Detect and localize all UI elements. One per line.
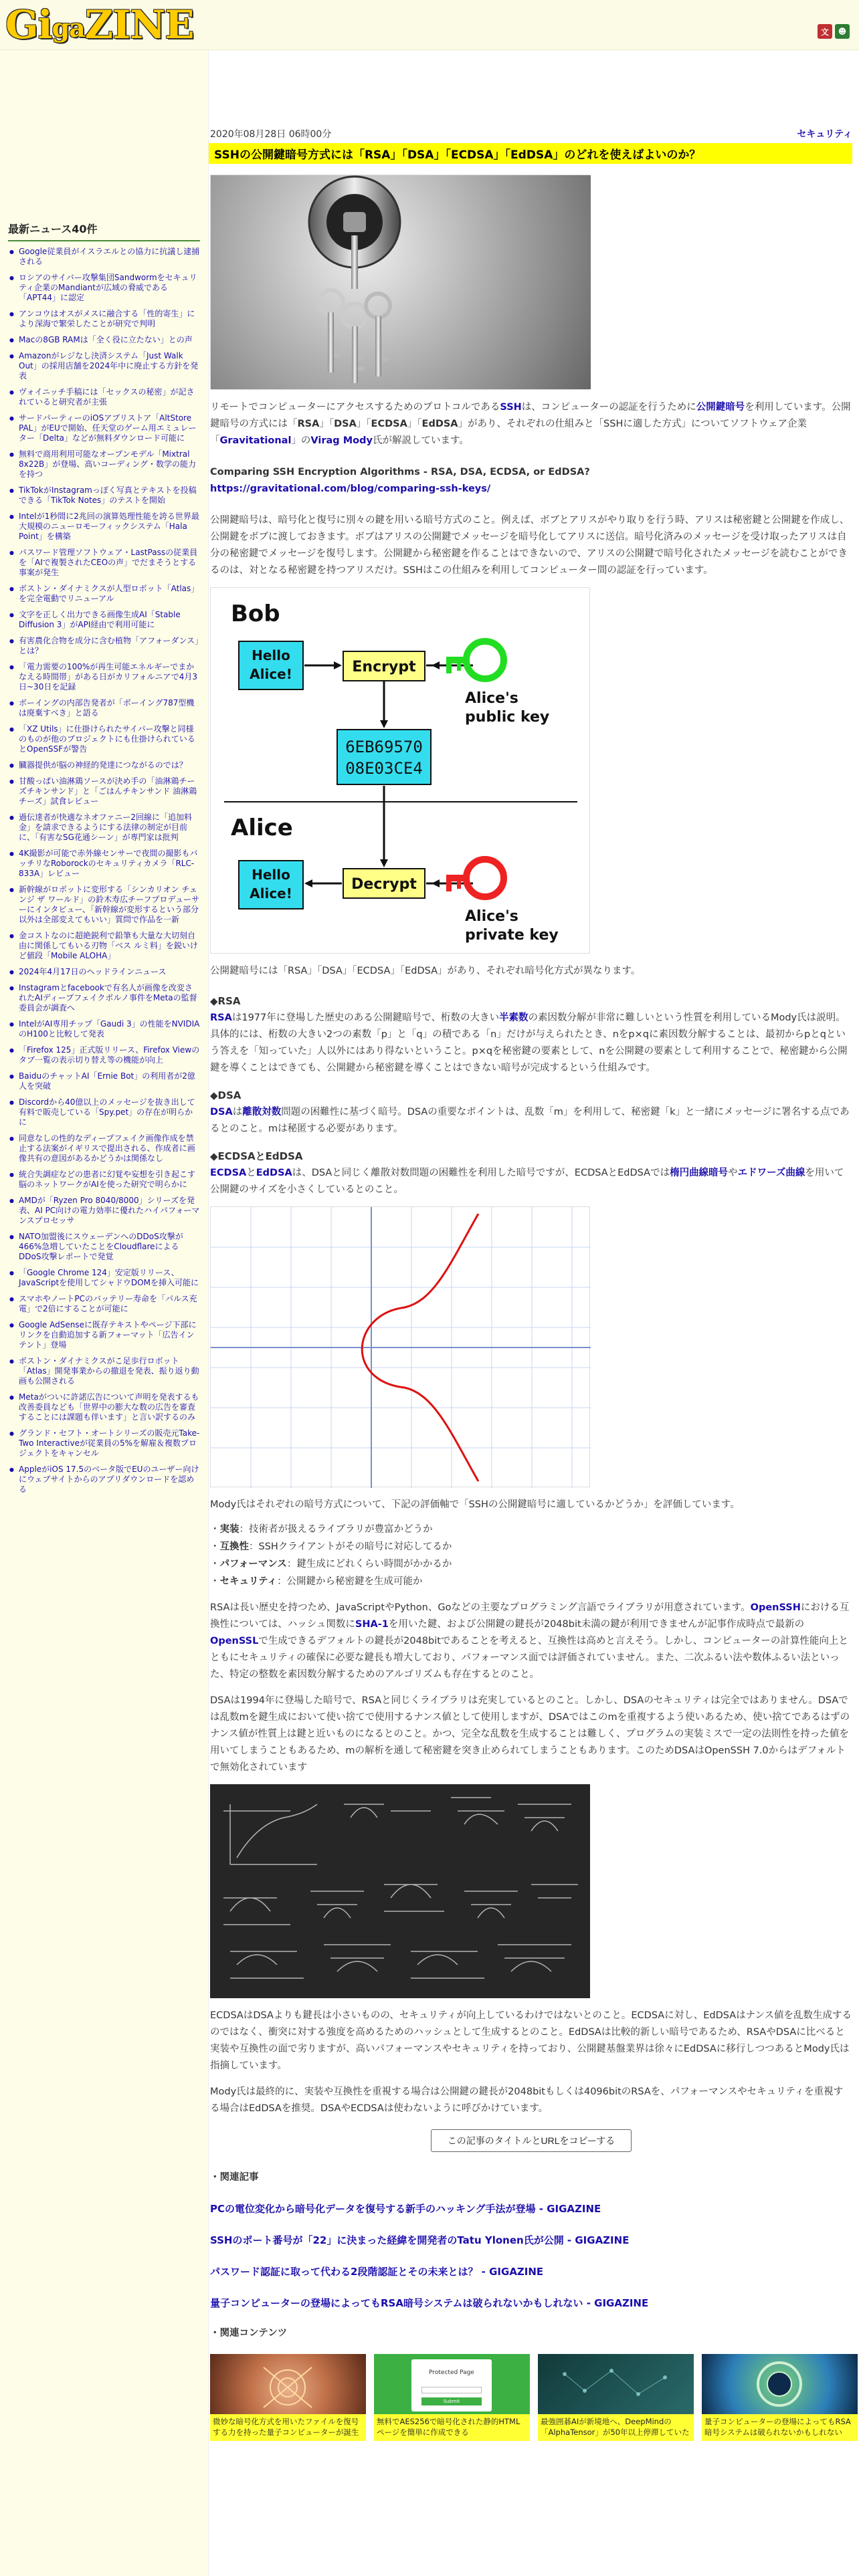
criteria-item: ・実装：技術者が扱えるライブラリが豊富かどうか (210, 1524, 433, 1535)
svg-text:Alice's: Alice's (465, 908, 518, 925)
eddsa-link[interactable]: EdDSA (256, 1168, 292, 1178)
news-item[interactable]: ● Metaがついに許諾広告について声明を発表するも改善委員なども「世界中の膨大な数の広告を審査することには課題も伴います」と言い訳するのみ (8, 1392, 200, 1422)
site-header (0, 0, 859, 50)
protected-submit-button: Submit (421, 2397, 482, 2405)
diagram-bob-label: Bob (231, 601, 280, 627)
news-item[interactable]: ● AppleがiOS 17.5のベータ版でEUのユーザー向けにウェブサイトからのアプリダウンロードを認める (8, 1465, 200, 1495)
article-date: 2020年08月28日 06時00分 (210, 129, 332, 140)
criteria-item: ・セキュリティ：公開鍵から秘密鍵を生成可能か (210, 1576, 423, 1587)
source-url-link[interactable]: https://gravitational.com/blog/comparing-ssh-keys/ (210, 484, 491, 494)
latest-news-list (8, 247, 200, 1495)
article-title: SSHの公開鍵暗号方式には「RSA」「DSA」「ECDSA」「EdDSA」のどれを使えばよいのか？ (209, 143, 852, 164)
dsa-eval-paragraph: DSAは1994年に登場した暗号で、RSAと同じくライブラリは充実しているとのこと。しかし、DSAのセキュリティは完全ではありません。DSAでは乱数mを鍵生成において使い捨てで使用するナンス値として使用しますが、DSAではこのmを重複するよう使いあるため、使い捨てであるはずのナンス値が性質上は鍵と近いものになるとのこと。かつ、完全な乱数を生成することは難しく、プログラムの実装ミスで一定の法則性を持った値を用いてしまうこともあるため、mの解析を通して秘密鍵を突き止められてしまうこともあります。このためDSAはOpenSSH 7.0からはデフォルトで無効化されています (210, 1695, 850, 1773)
eval-paragraph: Mody氏はそれぞれの暗号方式について、下記の評価軸で「SSHの公開鍵暗号に適しているかどうか」を評価しています。 (210, 1499, 740, 1510)
semiprime-link[interactable]: 半素数 (498, 1012, 529, 1023)
news-item[interactable]: ● サードパーティーのiOSアプリストア「AltStore PAL」がEUで開始、任天堂のゲーム用エミュレーター「Delta」などが無料ダウンロード可能に (8, 413, 200, 443)
source-block (210, 464, 852, 498)
sidebar-title: 最新ニュース40件 (8, 221, 200, 241)
pubkey-link[interactable]: 公開鍵暗号 (696, 402, 745, 413)
diagram-decrypt-label: Decrypt (351, 876, 417, 893)
related-article-link[interactable]: PCの電位変化から暗号化データを復号する新手のハッキング手法が登場 - GIGAZINE (210, 2203, 601, 2215)
ecdsa-paragraph: ECDSAとEdDSAは、DSAと同じく離散対数問題の困難性を利用した暗号ですが、ECDSAとEdDSAでは楕円曲線暗号やエドワーズ曲線を用いて公開鍵のサイズを小さくしているとのこと。 (210, 1168, 844, 1195)
article-meta (210, 127, 852, 140)
news-item[interactable]: ● 「Google Chrome 124」安定版リリース、JavaScriptを使用してシャドウDOMを挿入可能に (8, 1268, 200, 1288)
news-item[interactable]: ● ボーイングの内部告発者が「ボーイング787型機は廃棄すべき」と語る (8, 698, 200, 718)
svg-text:Alice!: Alice! (250, 885, 292, 901)
news-item[interactable]: ● ボストン・ダイナミクスが人型ロボット「Atlas」を完全電動でリニューアル (8, 584, 200, 604)
ssh-link[interactable]: SSH (500, 402, 522, 413)
news-item[interactable]: ● 「電力需要の100%が再生可能エネルギーでまかなえる時間帯」がある日がカリフォルニアで4月3日~30日を記録 (8, 662, 200, 692)
news-item[interactable]: ● 「Firefox 125」正式版リリース、Firefox Viewのタブ一覧の表示切り替え等の機能が向上 (8, 1045, 200, 1065)
rsa-paragraph: RSAは1977年に登場した歴史のある公開鍵暗号で、桁数の大きい半素数の素因数分解が非常に難しいという性質を利用しているMody氏は説明。具体的には、桁数の大きい2つの素数「p」と「q」の積である「n」だけが与えられたとき、nをp×qに素因数分解することは、最初からpとqという答えを「知っていた」人以外にはあり得ないということ。p×qを秘密鍵の要素として、nを公開鍵の要素として利用することで、秘密鍵から公開鍵を導くことはできても、公開鍵から秘密鍵を導くことはできない暗号が完成するという仕組みです。 (210, 1012, 848, 1073)
dsa-link[interactable]: DSA (210, 1107, 233, 1117)
related-article-link[interactable]: パスワード認証に取って代わる2段階認証とその未来とは？ - GIGAZINE (210, 2266, 544, 2278)
news-item[interactable]: ● Macの8GB RAMは「全く役に立たない」との声 (8, 335, 200, 345)
key-lock-image (210, 175, 590, 390)
svg-text:private key: private key (465, 927, 559, 944)
diagram-alice-label: Alice (231, 815, 293, 841)
header-icons (818, 24, 850, 39)
news-item[interactable]: ● 「XZ Utils」に仕掛けられたサイバー攻撃と同様のものが他のプロジェクトにも仕掛けられているとOpenSSFが警告 (8, 724, 200, 754)
svg-text:Alice!: Alice! (250, 666, 292, 682)
news-item[interactable]: ● パスワード管理ソフトウェア・LastPassの従業員を「AIで複製されたCEOの声」でだまそうとする事案が発生 (8, 548, 200, 578)
related-thumb-2[interactable]: Protected Page Submit 無料でAES256で暗号化された静的HTMLページを簡単に作成できる (374, 2354, 530, 2441)
news-item[interactable]: ● 同意なしの性的なディープフェイク画像作成を禁止する法案がイギリスで提出される、作成者に画像共有の意図があるかどうかは関係なし (8, 1134, 200, 1164)
svg-text:Hello: Hello (252, 867, 290, 883)
site-logo[interactable]: Gi ga ZINE (5, 2, 194, 47)
news-item[interactable]: ● ロシアのサイバー攻撃集団Sandwormをセキュリティ企業のMandiantが広域の脅威である「APT44」に認定 (8, 273, 200, 303)
news-item[interactable]: ● BaiduのチャットAI「Ernie Bot」の利用者が2億人を突破 (8, 1071, 200, 1091)
news-item[interactable]: ● ボストン・ダイナミクスがこ足歩行ロボット「Atlas」開発事業からの撤退を発表、振り返り動画も公開される (8, 1356, 200, 1386)
news-item[interactable]: ● Discordから40億以上のメッセージを抜き出して有料で販売している「Spy.pet」の存在が明らかに (8, 1097, 200, 1128)
related-article-link[interactable]: 量子コンピューターの登場によってもRSA暗号システムは破られないかもしれない - GIGAZINE (210, 2297, 649, 2309)
user-icon[interactable]: ☻ (835, 24, 850, 39)
dsa-heading: ◆DSA (210, 1089, 242, 1101)
conclusion-paragraph: Mody氏は最終的に、実装や互換性を重視する場合は公開鍵の鍵長が2048bitもしくは4096bitのRSAを、パフォーマンスやセキュリティを重視する場合はEdDSAを推奨。DSAやECDSAは使わないように呼びかけています。 (210, 2086, 844, 2114)
diagram-encrypt-label: Encrypt (352, 659, 416, 675)
news-item[interactable]: ● ヴォイニッチ手稿には「セックスの秘密」が記されていると研究者が主張 (8, 387, 200, 407)
article-body (210, 175, 852, 2441)
news-item[interactable]: ● Instagramとfacebookで有名人が画像を改変されたAIディープフェイクポルノ事件をMetaの監督委員会が調査へ (8, 983, 200, 1013)
pubkey-diagram (210, 587, 590, 954)
news-item[interactable]: ● 新幹線がロボットに変形する「シンカリオン チェンジ ザ ワールド」の鈴木寿広チーフプロデューサーにインタビュー、「新幹線が変形するという部分以外は全部変えてもいい」質問で作品を一新 (8, 885, 200, 925)
dsa-paragraph: DSAは離散対数問題の困難性に基づく暗号。DSAの重要なポイントは、乱数「m」を利用して、秘密鍵「k」と一緒にメッセージに署名する点であるとのこと。mは秘匿する必要があります。 (210, 1107, 850, 1134)
news-item[interactable]: ● 有害農化合物を成分に含む植物「アフォーダンス」とは？ (8, 636, 200, 656)
openssh-link[interactable]: OpenSSH (750, 1602, 801, 1613)
news-item[interactable]: ● 無料で商用利用可能なオープンモデル「Mixtral 8x22B」が登場、高いコーディング・数学の能力を持つ (8, 449, 200, 479)
article-category[interactable]: セキュリティ (797, 129, 852, 140)
related-articles-list (210, 2201, 852, 2312)
discrete-log-link[interactable]: 離散対数 (242, 1107, 282, 1117)
types-paragraph: 公開鍵暗号には「RSA」「DSA」「ECDSA」「EdDSA」があり、それぞれ暗号化方式が異なります。 (210, 966, 641, 976)
news-item[interactable]: ● 統合失調症などの患者に幻覚や妄想を引き起こす脳のネットワークがAIを使った研究で明らかに (8, 1170, 200, 1190)
rsa-eval-paragraph: RSAは長い歴史を持つため、JavaScriptやPython、Goなどの主要なプログラミング言語でライブラリが用意されています。OpenSSHにおける互換性については、ハッシュ関数にSHA-1を用いた鍵、および公開鍵の鍵長が2048bit未満の鍵が利用できませんが記事作成時点で最新のOpenSSLで生成できるデフォルトの鍵長が2048bitであることを考えると、互換性は高めと言えそう。しかし、コンピューターの計算性能向上とともにセキュリティの確保に必要な鍵長も増大しており、パフォーマンス面では評価されていません。また、二次ふるい法や数体ふるい法といった、特定の整数を素因数分解するためのアルゴリズムも存在するとのこと。 (210, 1602, 850, 1680)
evaluation-criteria-list (210, 1521, 852, 1590)
news-item[interactable]: ● 過伝達者が快適なネオファニー2回線に「追加料金」を請求できるようにする法律の制定が目前に、「有害なSG花通シーン」が専門家は批判 (8, 813, 200, 843)
translate-icon[interactable]: 文 (818, 24, 832, 39)
related-thumb-4[interactable]: 量子コンピューターの登場によってもRSA暗号システムは破られないかもしれない (702, 2354, 858, 2441)
news-item[interactable]: ● Intelが1秒間に2兆回の演算処理性能を誇る世界最大規模のニューロモーフィックシステム「Hala Point」を構築 (8, 512, 200, 542)
related-content-label: ・関連コンテンツ (210, 2328, 288, 2339)
news-item[interactable]: ● TikTokがInstagramっぽく写真とテキストを投稿できる「TikTok Notes」のテストを開始 (8, 486, 200, 506)
news-item[interactable]: ● AMDが「Ryzen Pro 8040/8000」シリーズを発表、AI PC向けの電力効率に優れたハイパフォーマンスプロセッサ (8, 1196, 200, 1226)
related-content-thumbs (210, 2354, 852, 2441)
news-item[interactable]: ● 2024年4月17日のヘッドラインニュース (8, 967, 200, 977)
svg-text:Hello: Hello (252, 647, 290, 663)
sidebar (0, 50, 209, 2576)
diagram-cipher-line2: 08E03CE4 (345, 759, 423, 778)
diagram-cipher-line1: 6EB69570 (345, 738, 423, 756)
news-item[interactable]: ● Google従業員がイスラエルとの協力に抗議し逮捕される (8, 247, 200, 267)
ecc-link[interactable]: 楕円曲線暗号 (670, 1168, 729, 1178)
news-item[interactable]: ● アンコウはオスがメスに融合する「性的寄生」により深海で繁栄したことが研究で判明 (8, 309, 200, 329)
ecdsa-eval-paragraph: ECDSAはDSAよりも鍵長は小さいものの、セキュリティが向上しているわけではないとのこと。ECDSAに対し、EdDSAはナンス値を乱数生成するのではなく、衝突に対する強度を高めるためのハッシュとして生成するとのこと。EdDSAは比較的新しい暗号であるため、RSAやDSAに比べると実装や互換性の面で劣りますが、高いパフォーマンスやセキュリティを持っており、公開鍵基盤業界は徐々にEdDSAに移行しつつあるとMody氏は指摘しています。 (210, 2010, 852, 2071)
chalkboard-image (210, 1784, 590, 1998)
author-link[interactable]: Virag Mody (310, 435, 373, 446)
ecdsa-heading: ◆ECDSAとEdDSA (210, 1150, 303, 1162)
news-item[interactable]: ● 金コストなのに超絶鋭利で鉛筆も大量な大切刻自由に関係してもいる刃物「ベス ルミ料」を鋭いけど値段「Mobile ALOHA」 (8, 931, 200, 961)
news-item[interactable]: ● IntelがAI専用チップ「Gaudi 3」の性能をNVIDIAのH100と比較して発表 (8, 1019, 200, 1039)
news-item[interactable]: ● スマホやノートPCのバッテリー寿命を「パルス充電」で2倍にすることが可能に (8, 1294, 200, 1314)
news-item[interactable]: ● Amazonがレジなし決済システム「Just Walk Out」の採用店舗を2024年中に廃止する方針を発表 (8, 351, 200, 381)
news-item[interactable]: ● NATO加盟後にスウェーデンへのDDoS攻撃が466%急増していたことをCloudflareによるDDoS攻撃レポートで発覚 (8, 1232, 200, 1262)
elliptic-curve-figure (210, 1206, 590, 1487)
criteria-item: ・互換性：SSHクライアントがその暗号に対応してるか (210, 1541, 452, 1552)
gravitational-link[interactable]: Gravitational (219, 435, 292, 446)
related-article-link[interactable]: SSHのポート番号が「22」に決まった経緯を開発者のTatu Ylonen氏が公開 - GIGAZINE (210, 2234, 630, 2246)
svg-text:public key: public key (465, 709, 550, 726)
related-articles-label: ・関連記事 (210, 2172, 259, 2183)
news-item[interactable]: ● 文字を正しく出力できる画像生成AI「Stable Diffusion 3」がAPI経由で利用可能に (8, 610, 200, 630)
related-thumb-3[interactable]: 最強囲碁AIが新境地へ、DeepMindの「AlphaTensor」が50年以上停滞していた (538, 2354, 694, 2441)
svg-text:Alice's: Alice's (465, 690, 518, 707)
article-main (209, 50, 859, 2441)
news-item[interactable]: ● グランド・セフト・オートシリーズの販売元Take-Two Interactiveが従業員の5%を解雇＆複数プロジェクトをキャンセル (8, 1428, 200, 1459)
related-thumb-1[interactable]: 微妙な暗号化方式を用いたファイルを復号する力を持った量子コンピューターが誕生 (210, 2354, 366, 2441)
criteria-item: ・パフォーマンス：鍵生成にどれくらい時間がかかるか (210, 1559, 452, 1570)
sha1-link[interactable]: SHA-1 (355, 1619, 389, 1630)
rsa-link[interactable]: RSA (210, 1012, 232, 1023)
pubkey-paragraph: 公開鍵暗号は、暗号化と復号に別々の鍵を用いる暗号方式のこと。例えば、ボブとアリスがやり取りを行う時、アリスは秘密鍵と公開鍵を作成し、公開鍵をボブに渡しておきます。ボブはアリスの公開鍵でメッセージを暗号化してアリスに送信。暗号化済みのメッセージを受け取ったアリスは自分の秘密鍵でメッセージを復号します。公開鍵から秘密鍵を作ることはできないので、アリスの公開鍵で暗号化されたメッセージを読むことができるのは、対となる秘密鍵を持つアリスだけ。SSHはこの仕組みを利用してコンピューター間の認証を行っています。 (210, 515, 850, 576)
edwards-link[interactable]: エドワーズ曲線 (737, 1168, 805, 1178)
openssl-link[interactable]: OpenSSL (210, 1636, 259, 1646)
copy-title-url-button[interactable]: この記事のタイトルとURLをコピーする (431, 2129, 632, 2152)
source-title: Comparing SSH Encryption Algorithms - RSA, DSA, ECDSA, or EdDSA? (210, 467, 590, 477)
news-item[interactable]: ● 臓器提供が脳の神経的発達につながるのでは？ (8, 760, 200, 770)
intro-paragraph: リモートでコンピューターにアクセスするためのプロトコルであるSSHは、コンピューターの認証を行うために公開鍵暗号を利用しています。公開鍵暗号の方式には「RSA」「DSA」「ECDSA」「EdDSA」があり、それぞれの仕組みと「SSHに適した方式」についてソフトウェア企業「Gravitational」のVirag Mody氏が解説しています。 (210, 402, 851, 446)
ecdsa-link[interactable]: ECDSA (210, 1168, 247, 1178)
news-item[interactable]: ● 甘酸っぱい油淋鶏ソースが決め手の「油淋鶏チーズチキンサンド」と「ごはんチキンサンド 油淋鶏チーズ」試食レビュー (8, 776, 200, 807)
protected-page-title: Protected Page (429, 2369, 474, 2376)
news-item[interactable]: ● Google AdSenseに既存テキストやページ下部にリンクを自動追加する新フォーマット「広告インテント」登場 (8, 1320, 200, 1350)
news-item[interactable]: ● 4K撮影が可能で赤外線センサーで夜間の撮影もバッチリなRoborockのセキュリティカメラ「RLC-833A」レビュー (8, 849, 200, 879)
rsa-heading: ◆RSA (210, 995, 241, 1007)
